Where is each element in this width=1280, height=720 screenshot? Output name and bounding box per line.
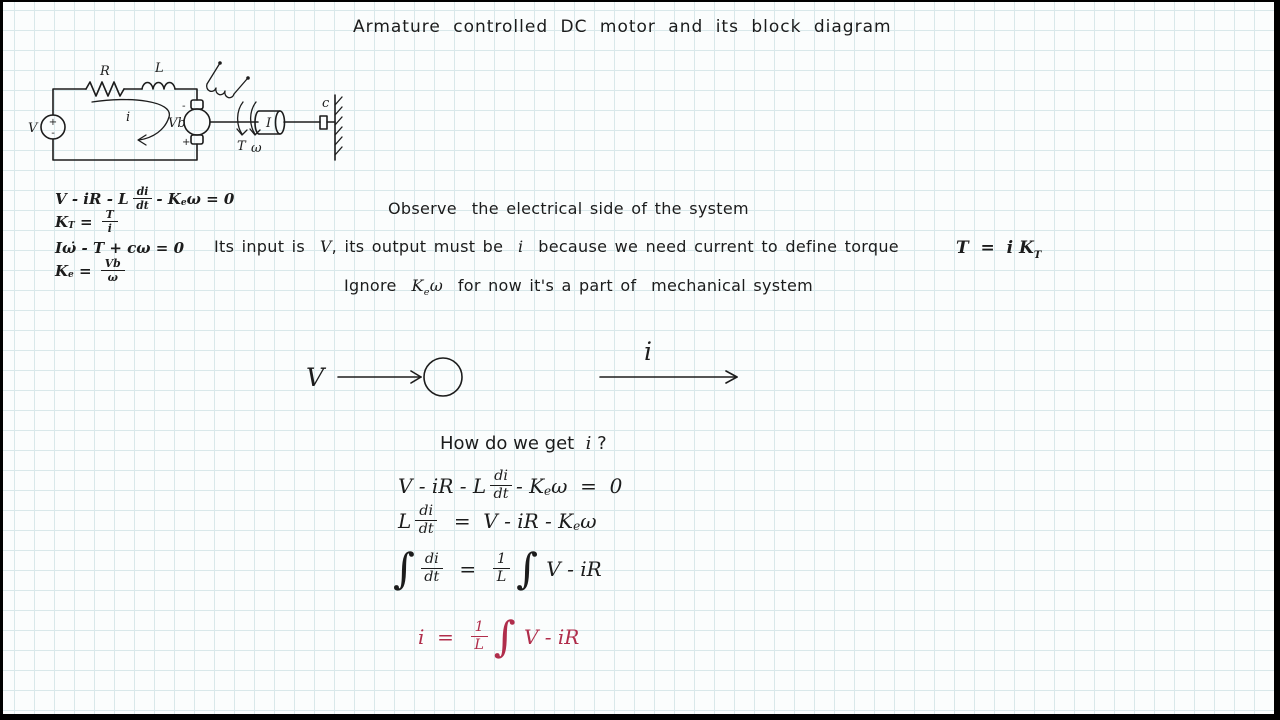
- source-plus: +: [48, 117, 58, 128]
- equation-electrical: V - iR - L $\frac{di}{dt}$ - K e ω = 0: [55, 185, 235, 213]
- frame-edge-bottom: [0, 714, 1280, 720]
- damper-label: c: [322, 96, 330, 111]
- wire-to-motor: [175, 89, 197, 100]
- torque-arrow: [237, 102, 247, 135]
- back-emf-label: Vb: [168, 116, 186, 131]
- frame-edge-right: [1274, 0, 1280, 720]
- wire-bottom: [53, 139, 197, 160]
- source-label: V: [28, 121, 38, 136]
- page-title: Armature controlled DC motor and its block diagram: [353, 17, 892, 37]
- frame-edge-left: [0, 0, 3, 720]
- wall: [335, 95, 342, 160]
- derivation-step-3: ∫ $\frac{di}{dt}$ = $\frac{1}{L}$ ∫ V - iR: [393, 544, 602, 593]
- block-output-label: i: [644, 337, 652, 366]
- derivation-result: i = $\frac{1}{L}$ ∫ V - iR: [418, 612, 580, 661]
- torque-label: T: [237, 139, 246, 154]
- output-arrow: [600, 371, 737, 383]
- inductor: [142, 83, 175, 89]
- input-arrow: [338, 371, 421, 383]
- equation-mechanical: Iω̇ - T + cω = 0: [55, 239, 185, 257]
- circuit-diagram: [22, 55, 352, 180]
- note-input-output: Its input is V , its output must be i because we need current to define torque: [214, 237, 899, 256]
- derivation-step-1: V - iR - L $\frac{di}{dt}$ - K e ω = 0: [398, 468, 623, 503]
- question-how: How do we get i ?: [440, 433, 607, 454]
- voltage-source: [28, 115, 65, 139]
- equation-torque-constant: K T = $\frac{T}{i}$: [55, 209, 122, 235]
- note-observe: Observe the electrical side of the system: [388, 199, 749, 218]
- loop-current-label: i: [126, 110, 131, 125]
- frame-edge-top: [0, 0, 1280, 2]
- source-minus: -: [51, 128, 55, 139]
- equation-back-emf-constant: K e = $\frac{Vb}{\omega}$: [55, 258, 129, 284]
- block-input-label: V: [306, 363, 325, 392]
- emf-minus: -: [182, 101, 186, 112]
- wire-top-left: [53, 89, 86, 115]
- damper: [320, 116, 335, 129]
- derivation-step-2: L $\frac{di}{dt}$ = V - iR - K e ω: [398, 503, 597, 538]
- field-winding: [207, 61, 250, 98]
- resistor-label: R: [100, 64, 110, 79]
- summing-junction: [424, 358, 462, 396]
- note-ignore: Ignore K e ω for now it's a part of mechanical system: [344, 276, 813, 299]
- torque-formula: T = i K T: [956, 238, 1042, 261]
- speed-label: ω: [251, 141, 262, 156]
- inductor-label: L: [155, 61, 164, 76]
- resistor: [86, 82, 124, 96]
- emf-plus: +: [182, 137, 191, 148]
- inertia-label: I: [266, 116, 272, 131]
- current-loop-arrow: [92, 100, 169, 145]
- block-diagram: [290, 337, 750, 412]
